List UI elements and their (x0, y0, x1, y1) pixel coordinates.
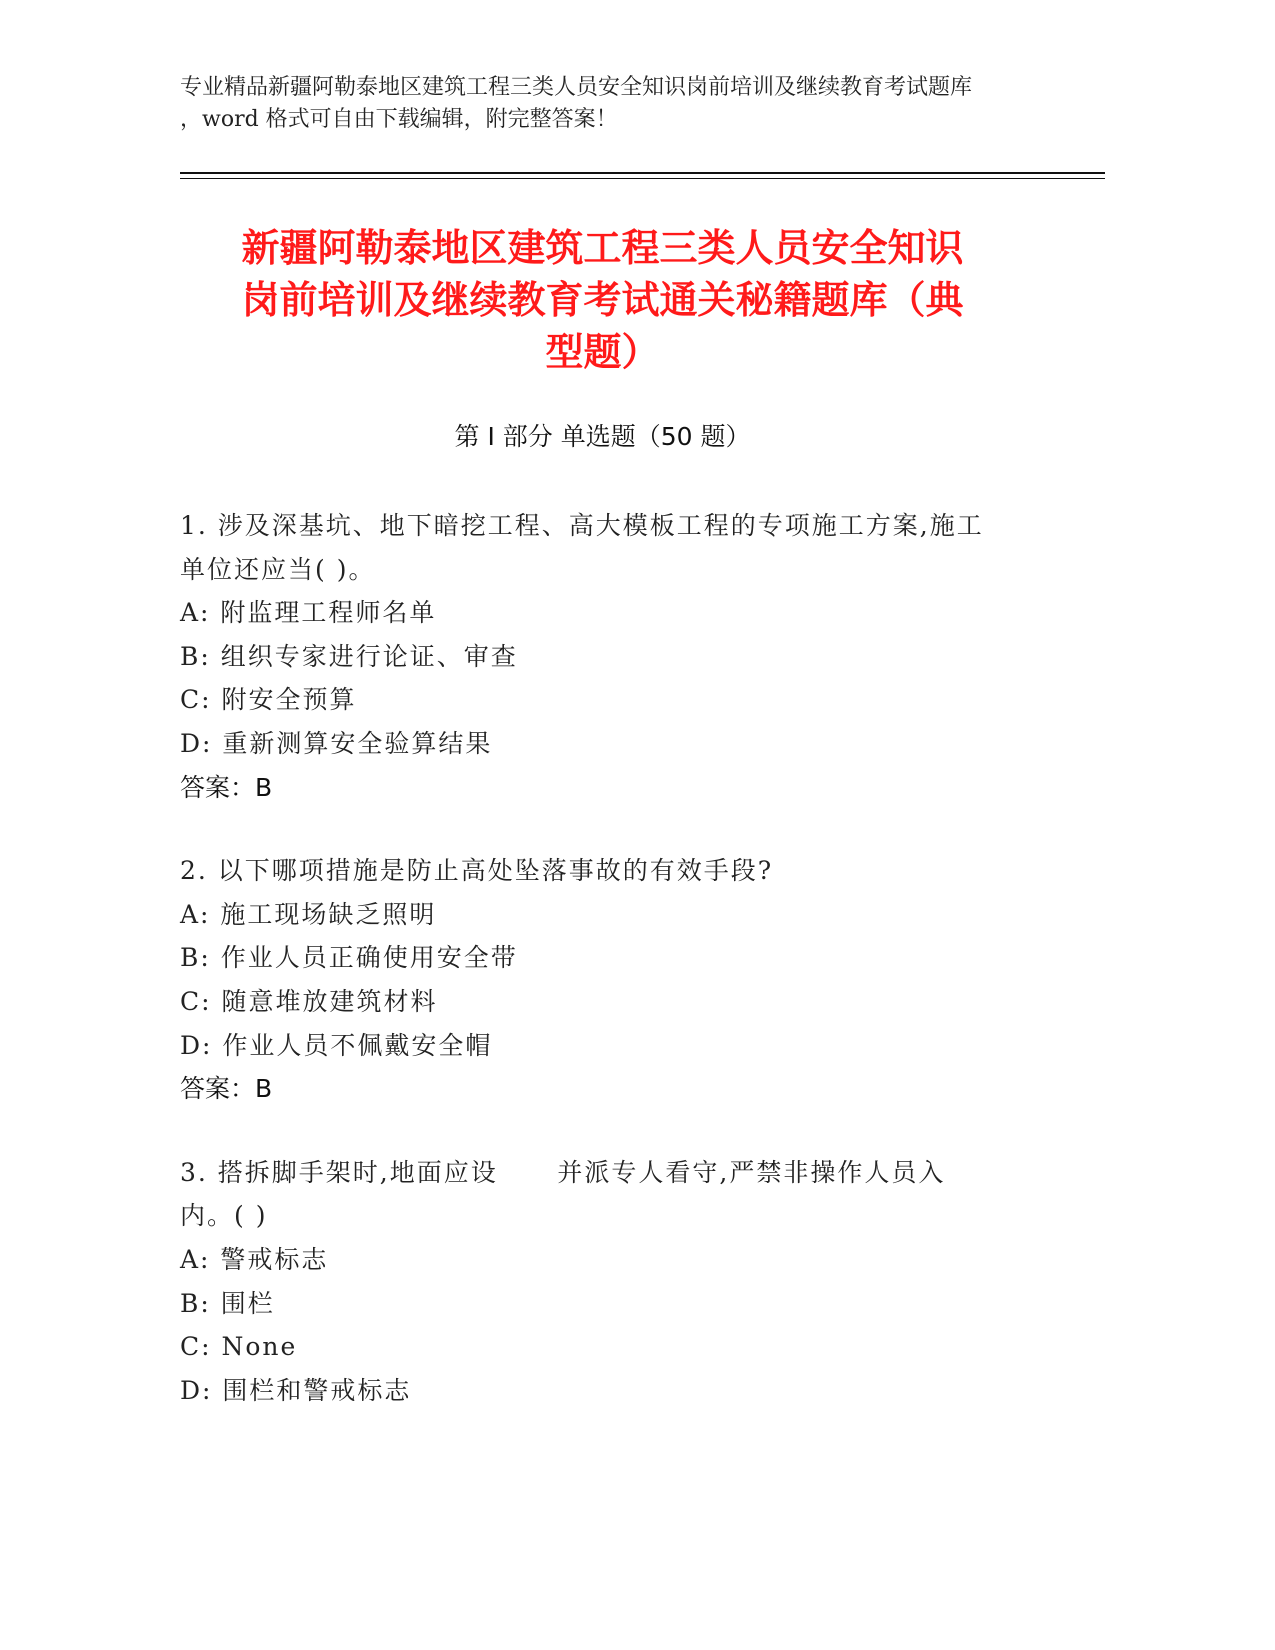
title-line-2: 岗前培训及继续教育考试通关秘籍题库（典 (241, 278, 964, 322)
question-1 (180, 504, 1060, 809)
option-a: A: 警戒标志 (180, 1244, 329, 1274)
question-stem-line: 内。( ) (180, 1201, 268, 1231)
document-title (180, 222, 1025, 378)
title-line-3: 型题） (545, 330, 660, 374)
question-stem-line: 2. 以下哪项措施是防止高处坠落事故的有效手段? (180, 856, 774, 886)
option-c: C: None (180, 1332, 298, 1362)
header-note-line-2: ，word 格式可自由下载编辑，附完整答案！ (180, 107, 618, 132)
question-stem-line: 1. 涉及深基坑、地下暗挖工程、高大模板工程的专项施工方案,施工 (180, 511, 984, 540)
header-rule-thin (180, 178, 1105, 179)
question-stem-line: 3. 搭拆脚手架时,地面应设 并派专人看守,严禁非操作人员入 (180, 1157, 946, 1187)
option-a: A: 附监理工程师名单 (180, 598, 437, 628)
title-line-1: 新疆阿勒泰地区建筑工程三类人员安全知识 (241, 226, 964, 270)
question-3 (180, 1151, 1060, 1413)
header-rule-thick (180, 172, 1105, 174)
question-list (180, 504, 1060, 1452)
option-d: D: 围栏和警戒标志 (180, 1375, 412, 1405)
question-stem-line: 单位还应当( )。 (180, 554, 376, 584)
header-note (180, 72, 1060, 136)
option-c: C: 随意堆放建筑材料 (180, 986, 438, 1016)
option-d: D: 重新测算安全验算结果 (180, 728, 493, 758)
option-b: B: 组织专家进行论证、审查 (180, 641, 518, 671)
question-2 (180, 849, 1060, 1111)
option-b: B: 围栏 (180, 1288, 275, 1318)
option-c: C: 附安全预算 (180, 685, 357, 715)
option-d: D: 作业人员不佩戴安全帽 (180, 1030, 493, 1060)
answer-line: 答案：B (180, 1074, 273, 1104)
section-heading: 第 I 部分 单选题（50 题） (454, 422, 751, 451)
answer-line: 答案：B (180, 772, 273, 802)
option-a: A: 施工现场缺乏照明 (180, 899, 437, 929)
option-b: B: 作业人员正确使用安全带 (180, 943, 518, 973)
header-note-line-1: 专业精品新疆阿勒泰地区建筑工程三类人员安全知识岗前培训及继续教育考试题库 (180, 75, 973, 100)
